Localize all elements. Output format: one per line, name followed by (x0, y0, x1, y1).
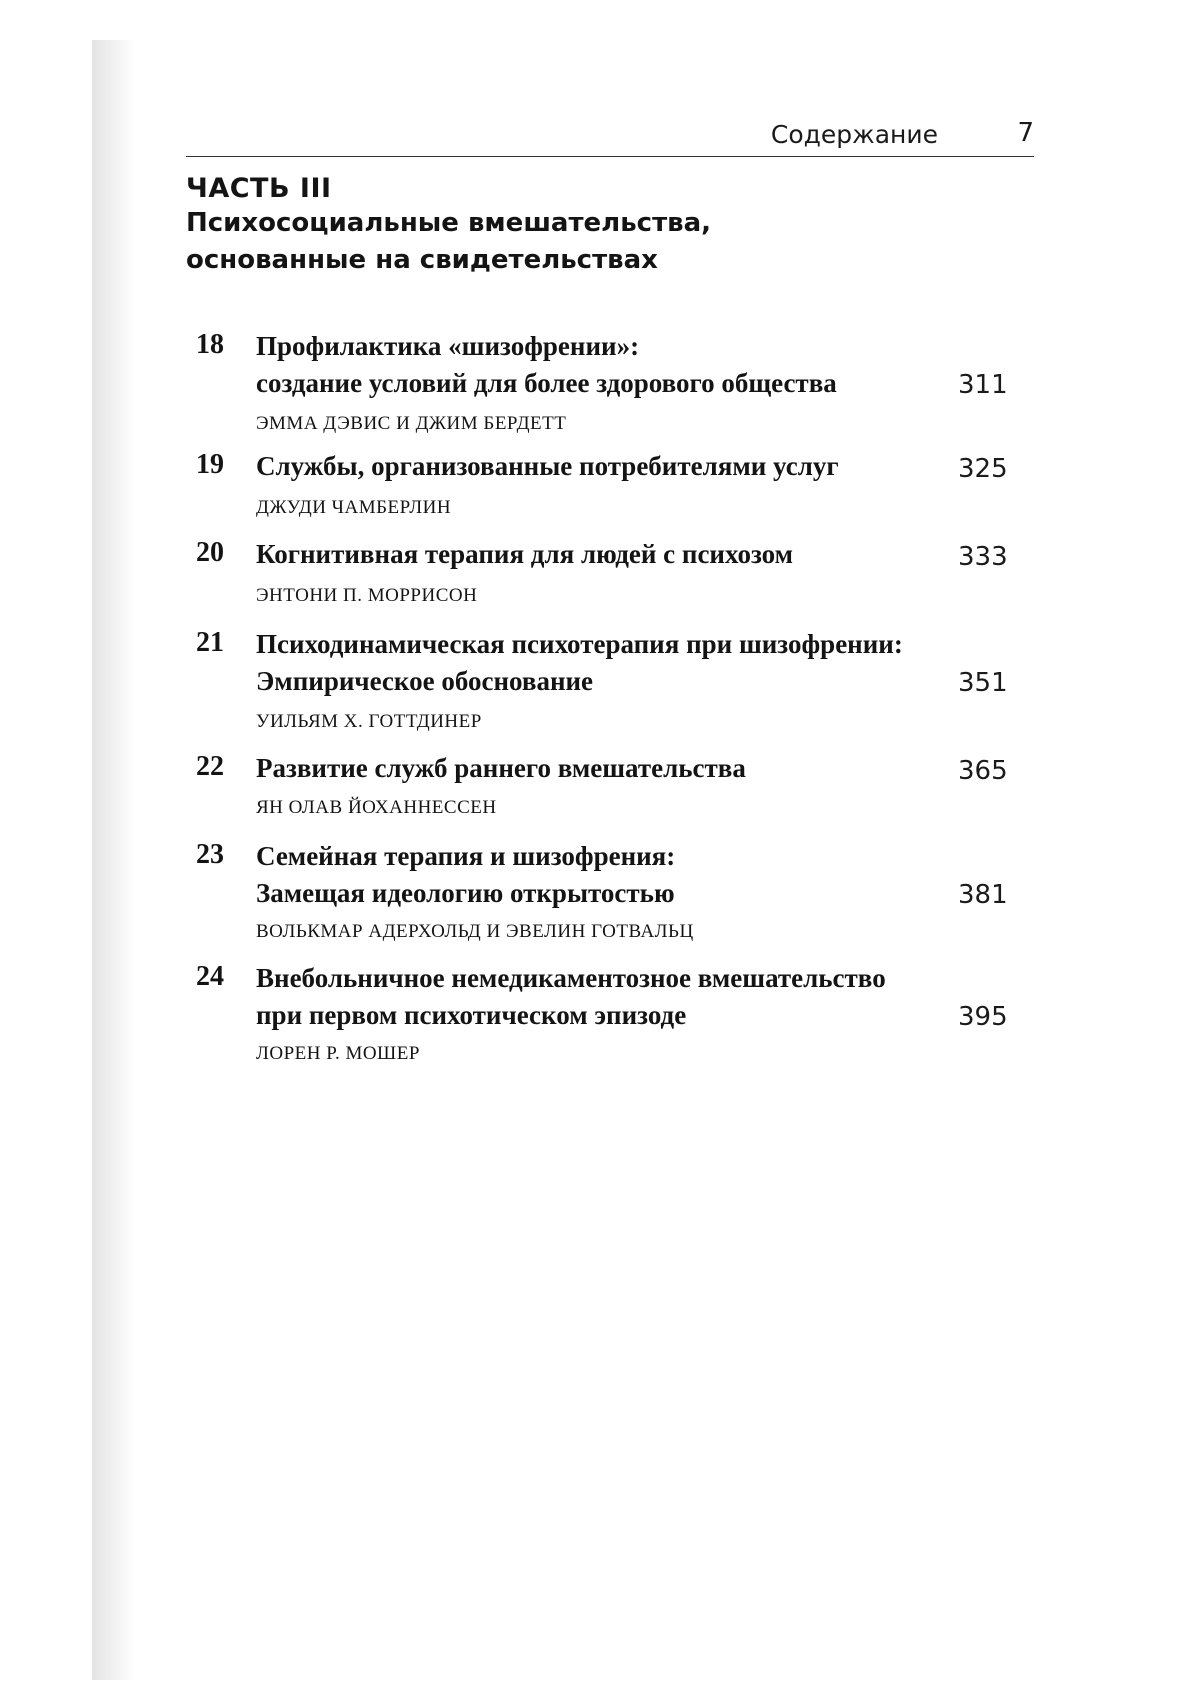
chapter-title-line: создание условий для более здорового общества (256, 368, 837, 398)
chapter-title[interactable] (256, 960, 956, 1034)
chapter-number: 20 (196, 537, 224, 568)
chapter-author: ЯН ОЛАВ ЙОХАННЕССЕН (256, 797, 497, 818)
chapter-title-line: Службы, организованные потребителями услуг (256, 451, 839, 481)
chapter-title[interactable] (256, 328, 956, 402)
chapter-title-line: Когнитивная терапия для людей с психозом (256, 539, 794, 569)
part-label: ЧАСТЬ III (186, 173, 332, 204)
page-number: 7 (1017, 118, 1034, 148)
chapter-author: ВОЛЬКМАР АДЕРХОЛЬД И ЭВЕЛИН ГОТВАЛЬЦ (256, 921, 694, 942)
chapter-page[interactable]: 311 (958, 370, 1008, 400)
chapter-title-line: Развитие служб раннего вмешательства (256, 753, 746, 783)
chapter-page[interactable]: 395 (958, 1002, 1008, 1032)
chapter-page[interactable]: 325 (958, 454, 1008, 484)
chapter-title-line: Замещая идеологию открытостью (256, 878, 675, 908)
running-head (186, 116, 1034, 157)
chapter-title[interactable] (256, 626, 956, 700)
chapter-title-line: Профилактика «шизофрении»: (256, 331, 640, 361)
part-title (186, 205, 1006, 279)
chapter-page[interactable]: 333 (958, 542, 1008, 572)
chapter-page[interactable]: 351 (958, 668, 1008, 698)
chapter-title[interactable] (256, 838, 956, 912)
chapter-title-line: Семейная терапия и шизофрения: (256, 841, 676, 871)
part-title-line: основанные на свидетельствах (186, 245, 658, 275)
chapter-author: ДЖУДИ ЧАМБЕРЛИН (256, 497, 452, 518)
part-title-line: Психосоциальные вмешательства, (186, 208, 712, 238)
chapter-title[interactable] (256, 750, 956, 787)
running-head-title: Содержание (770, 120, 938, 149)
chapter-number: 21 (196, 627, 224, 658)
page-gutter-shadow (92, 40, 134, 1680)
chapter-number: 23 (196, 839, 224, 870)
part-heading (186, 172, 1006, 279)
chapter-number: 19 (196, 449, 224, 480)
chapter-author: ЛОРЕН Р. МОШЕР (256, 1043, 420, 1064)
chapter-title[interactable] (256, 448, 956, 485)
chapter-number: 22 (196, 751, 224, 782)
chapter-title-line: при первом психотическом эпизоде (256, 1000, 687, 1030)
chapter-page[interactable]: 381 (958, 880, 1008, 910)
chapter-title-line: Внебольничное немедикаментозное вмешательство (256, 963, 886, 993)
chapter-title-line: Психодинамическая психотерапия при шизофрении: (256, 629, 903, 659)
chapter-author: ЭНТОНИ П. МОРРИСОН (256, 585, 478, 606)
chapter-number: 24 (196, 961, 224, 992)
chapter-number: 18 (196, 329, 224, 360)
chapter-author: УИЛЬЯМ Х. ГОТТДИНЕР (256, 711, 482, 732)
chapter-author: ЭММА ДЭВИС И ДЖИМ БЕРДЕТТ (256, 413, 567, 434)
chapter-title-line: Эмпирическое обоснование (256, 666, 594, 696)
chapter-title[interactable] (256, 536, 956, 573)
chapter-page[interactable]: 365 (958, 756, 1008, 786)
